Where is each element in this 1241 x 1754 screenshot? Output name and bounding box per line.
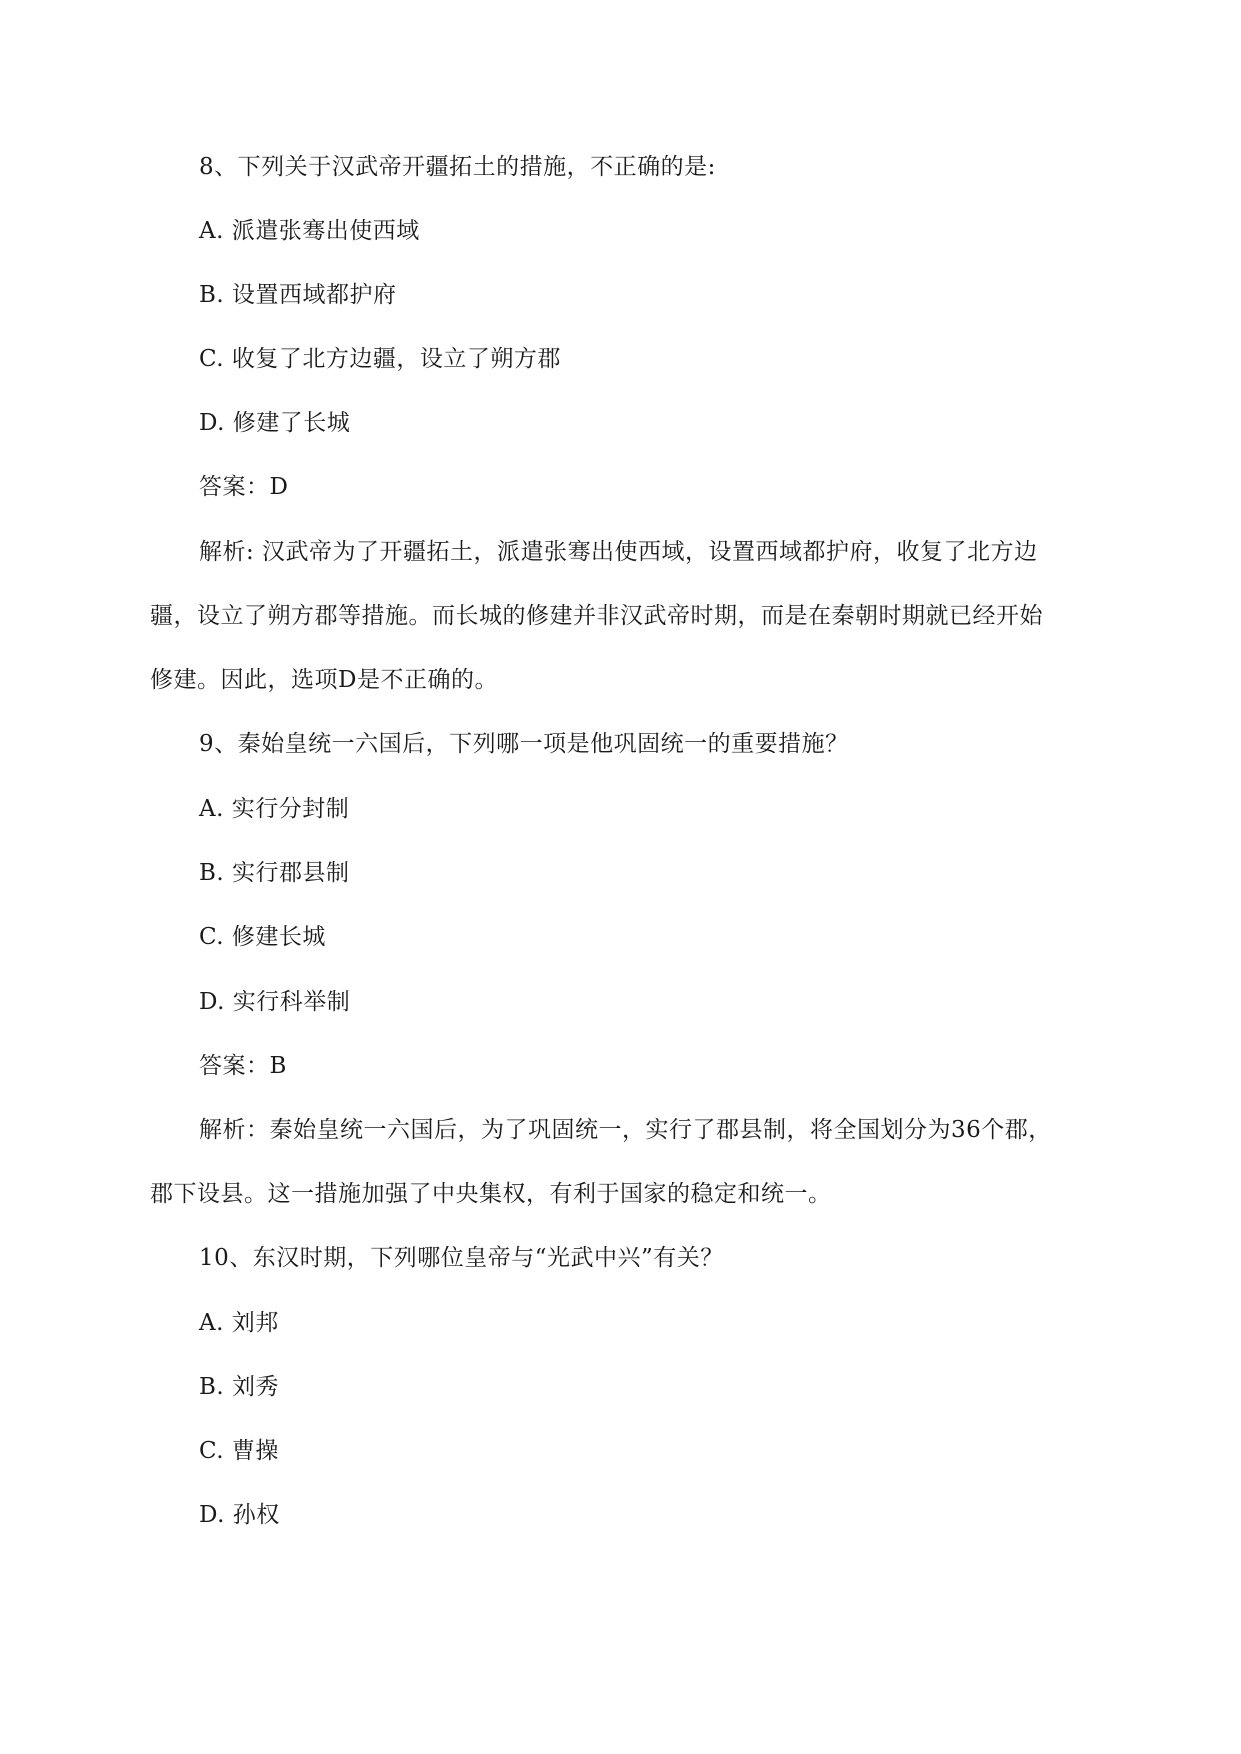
question-8-answer: 答案：D — [199, 474, 289, 500]
question-10-option-c: C. 曹操 — [199, 1438, 279, 1464]
question-8-stem: 8、下列关于汉武帝开疆拓土的措施，不正确的是: — [199, 154, 716, 180]
question-8-analysis-line-2: 疆，设立了朔方郡等措施。而长城的修建并非汉武帝时期，而是在秦朝时期就已经开始 — [150, 603, 1043, 629]
question-9-analysis-line-1: 解析：秦始皇统一六国后，为了巩固统一，实行了郡县制，将全国划分为36个郡， — [199, 1117, 1052, 1143]
question-9-analysis-line-2: 郡下设县。这一措施加强了中央集权，有利于国家的稳定和统一。 — [150, 1181, 832, 1207]
question-9-answer: 答案：B — [199, 1053, 287, 1079]
question-9-option-a: A. 实行分封制 — [199, 796, 350, 822]
question-8-option-c: C. 收复了北方边疆，设立了朔方郡 — [199, 346, 561, 372]
question-10-stem: 10、东汉时期，下列哪位皇帝与“光武中兴”有关？ — [199, 1245, 724, 1271]
question-8-option-d: D. 修建了长城 — [199, 410, 351, 436]
question-8-option-b: B. 设置西域都护府 — [199, 282, 397, 308]
question-8-analysis-line-3: 修建。因此，选项D是不正确的。 — [150, 667, 498, 693]
question-9-option-b: B. 实行郡县制 — [199, 860, 350, 886]
question-9-stem: 9、秦始皇统一六国后，下列哪一项是他巩固统一的重要措施？ — [199, 731, 849, 757]
question-10-option-d: D. 孙权 — [199, 1502, 280, 1528]
question-10-option-b: B. 刘秀 — [199, 1374, 280, 1400]
question-8-option-a: A. 派遣张骞出使西域 — [199, 218, 420, 244]
question-9-option-d: D. 实行科举制 — [199, 989, 351, 1015]
question-8-analysis-line-1: 解析: 汉武帝为了开疆拓土，派遣张骞出使西域，设置西域都护府，收复了北方边 — [199, 539, 1038, 565]
question-10-option-a: A. 刘邦 — [199, 1310, 279, 1336]
question-9-option-c: C. 修建长城 — [199, 924, 326, 950]
